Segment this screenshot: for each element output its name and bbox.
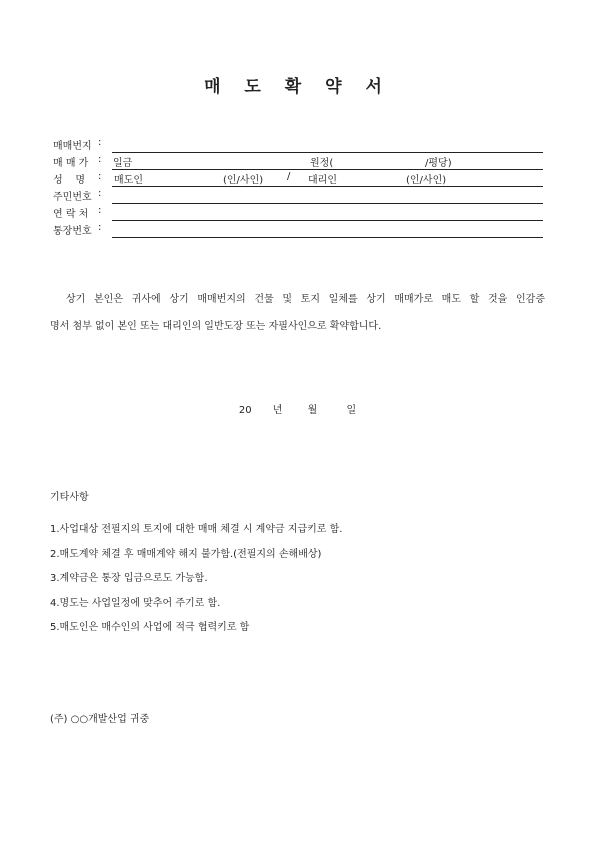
list-item: 4.명도는 사업일정에 맞추어 주기로 함.	[50, 597, 221, 609]
paragraph-line-2: 명서 첨부 없이 본인 또는 대리인의 일반도장 또는 자필사인으로 확약합니다.	[50, 321, 382, 332]
date-day-unit: 일	[346, 405, 357, 416]
agent-text: 대리인	[308, 175, 337, 186]
other-terms-heading: 기타사항	[50, 492, 89, 503]
name-colon: :	[98, 171, 102, 182]
resident-no-colon: :	[98, 188, 102, 199]
agent-seal-text: (인/사인)	[406, 175, 447, 186]
contact-field[interactable]	[112, 220, 543, 221]
date-year-unit: 년	[272, 405, 283, 416]
price-colon: :	[98, 154, 102, 165]
resident-no-field[interactable]	[112, 203, 543, 204]
seller-seal-text: (인/사인)	[223, 175, 264, 186]
name-slash: /	[287, 171, 291, 182]
contact-label: 연 락 처	[53, 209, 89, 220]
date-line	[0, 401, 595, 416]
name-row	[53, 171, 543, 187]
name-label: 성 명	[53, 175, 86, 186]
list-item: 1.사업대상 전필지의 토지에 대한 매매 체결 시 계약금 지급키로 함.	[50, 524, 343, 535]
date-year: 20	[238, 405, 252, 416]
price-per-pyeong-text: /평당)	[425, 158, 452, 169]
price-row	[53, 154, 543, 170]
price-field[interactable]	[112, 169, 543, 170]
list-item: 5.매도인은 매수인의 사업에 적극 협력키로 함	[50, 622, 250, 633]
bank-field[interactable]	[112, 237, 543, 238]
price-label: 매 매 가	[53, 158, 89, 169]
other-terms-list	[50, 518, 343, 641]
parcel-label: 매매번지	[53, 141, 92, 152]
bank-colon: :	[98, 222, 102, 233]
parcel-row	[53, 137, 543, 153]
contact-row	[53, 205, 543, 221]
contact-colon: :	[98, 205, 102, 216]
parcel-field[interactable]	[112, 152, 543, 153]
confirmation-paragraph	[50, 286, 545, 340]
bank-label: 통장번호	[53, 226, 92, 237]
date-month-unit: 월	[307, 405, 318, 416]
resident-no-label: 주민번호	[53, 192, 92, 203]
price-prefix: 일금	[113, 158, 133, 169]
resident-no-row	[53, 188, 543, 204]
paragraph-line-1: 상기 본인은 귀사에 상기 매매번지의 건물 및 토지 일체를 상기 매매가로 매도 할 것을 인감증	[66, 294, 545, 305]
list-item: 3.계약금은 통장 입금으로도 가능함.	[50, 573, 208, 584]
list-item: 2.매도계약 체결 후 매매계약 해지 불가함.(전필지의 손해배상)	[50, 548, 322, 560]
name-field[interactable]	[112, 186, 543, 187]
recipient-line: (주) ○○개발산업 귀중	[50, 714, 150, 725]
document-title: 매 도 확 약 서	[204, 77, 391, 97]
parcel-colon: :	[98, 137, 102, 148]
bank-row	[53, 222, 543, 238]
price-won-text: 원정(	[310, 158, 334, 169]
seller-text: 매도인	[114, 175, 143, 186]
